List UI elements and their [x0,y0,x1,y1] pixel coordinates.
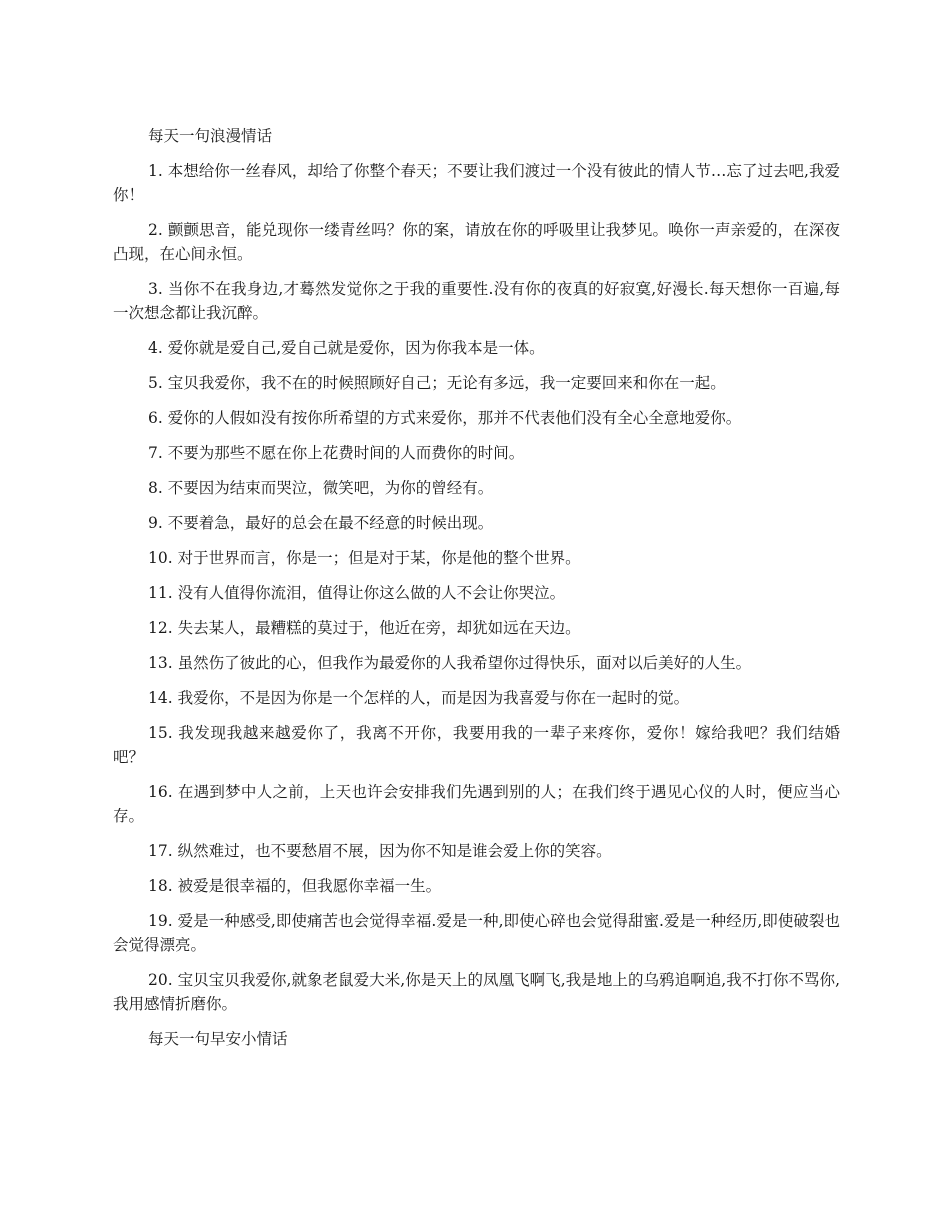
paragraph-2: 2. 颤颤思音，能兑现你一缕青丝吗？你的案，请放在你的呼吸里让我梦见。唤你一声亲爱的，在深夜凸现，在心间永恒。 [113,221,840,263]
paragraph-1: 1. 本想给你一丝春风，却给了你整个春天；不要让我们渡过一个没有彼此的情人节…忘了过去吧,我爱你！ [113,162,840,204]
paragraph-15: 15. 我发现我越来越爱你了，我离不开你，我要用我的一辈子来疼你，爱你！嫁给我吧？我们结婚吧？ [113,724,840,766]
paragraph-12: 12. 失去某人，最糟糕的莫过于，他近在旁，却犹如远在天边。 [148,619,581,637]
paragraph-6: 6. 爱你的人假如没有按你所希望的方式来爱你，那并不代表他们没有全心全意地爱你。 [148,409,742,427]
paragraph-10: 10. 对于世界而言，你是一；但是对于某，你是他的整个世界。 [148,549,581,567]
document-page [113,124,840,1062]
paragraph-13: 13. 虽然伤了彼此的心，但我作为最爱你的人我希望你过得快乐，面对以后美好的人生。 [148,654,752,672]
paragraph-16: 16. 在遇到梦中人之前，上天也许会安排我们先遇到别的人；在我们终于遇见心仪的人时，便应当心存。 [113,783,840,825]
paragraph-11: 11. 没有人值得你流泪，值得让你这么做的人不会让你哭泣。 [148,584,566,602]
paragraph-5: 5. 宝贝我爱你，我不在的时候照顾好自己；无论有多远，我一定要回来和你在一起。 [148,374,726,392]
next-section-heading: 每天一句早安小情话 [148,1030,288,1048]
paragraph-9: 9. 不要着急，最好的总会在最不经意的时候出现。 [148,514,494,532]
paragraph-3: 3. 当你不在我身边,才蓦然发觉你之于我的重要性.没有你的夜真的好寂寞,好漫长.每天想你一百遍,每一次想念都让我沉醉。 [113,280,840,322]
paragraph-20: 20. 宝贝宝贝我爱你,就象老鼠爱大米,你是天上的凤凰飞啊飞,我是地上的乌鸦追啊追,我不打你不骂你,我用感情折磨你。 [113,971,840,1013]
paragraph-19: 19. 爱是一种感受,即使痛苦也会觉得幸福.爱是一种,即使心碎也会觉得甜蜜.爱是一种经历,即使破裂也会觉得漂亮。 [113,912,840,954]
paragraph-4: 4. 爱你就是爱自己,爱自己就是爱你，因为你我本是一体。 [148,339,545,357]
paragraph-17: 17. 纵然难过，也不要愁眉不展，因为你不知是谁会爱上你的笑容。 [148,842,612,860]
section-heading: 每天一句浪漫情话 [148,127,273,145]
paragraph-14: 14. 我爱你，不是因为你是一个怎样的人，而是因为我喜爱与你在一起时的觉。 [148,689,690,707]
paragraph-18: 18. 被爱是很幸福的，但我愿你幸福一生。 [148,877,442,895]
paragraph-8: 8. 不要因为结束而哭泣，微笑吧，为你的曾经有。 [148,479,494,497]
paragraph-7: 7. 不要为那些不愿在你上花费时间的人而费你的时间。 [148,444,525,462]
